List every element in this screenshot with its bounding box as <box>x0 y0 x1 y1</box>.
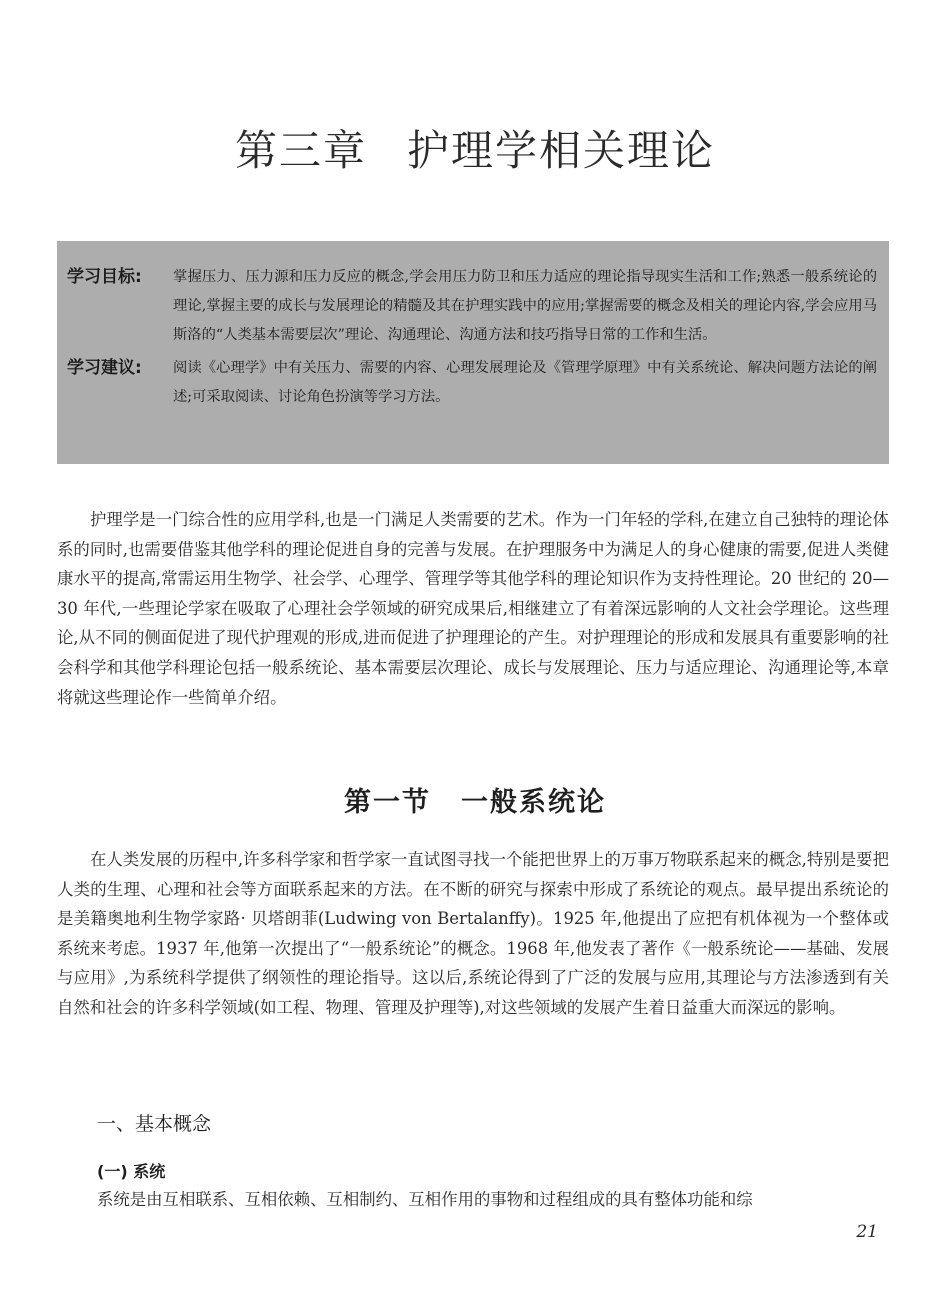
learning-advice-label: 学习建议: <box>67 358 142 378</box>
page-number: 21 <box>856 1222 878 1242</box>
learning-goals-row <box>67 263 877 350</box>
chapter-number: 第三章 <box>234 126 367 175</box>
section-paragraph: 在人类发展的历程中,许多科学家和哲学家一直试图寻找一个能把世界上的万事万物联系起来的概念,特别是要把人类的生理、心理和社会等方面联系起来的方法。在不断的研究与探索中形成了系统论的观点。最早提出系统论的是美籍奥地利生物学家路· 贝塔朗菲(Ludwing von Bertalanffy)。1925 年,他提出了应把有机体视为一个整体或系统来考虑。1937 年,他第一次提出了“一般系统论”的概念。1968 年,他发表了著作《一般系统论——基础、发展与应用》,为系统科学提供了纲领性的理论指导。这以后,系统论得到了广泛的发展与应用,其理论与方法渗透到有关自然和社会的许多科学领域(如工程、物理、管理及护理等),对这些领域的发展产生着日益重大而深远的影响。 <box>57 850 889 1017</box>
learning-advice-row <box>67 354 877 412</box>
section-number: 第一节 <box>344 787 431 818</box>
learning-goals-label: 学习目标: <box>67 267 142 287</box>
learning-objectives-box <box>57 241 889 464</box>
subheading-system: (一) 系统 <box>97 1162 166 1181</box>
learning-advice-text: 阅读《心理学》中有关压力、需要的内容、心理发展理论及《管理学原理》中有关系统论、解决问题方法论的阐述;可采取阅读、讨论角色扮演等学习方法。 <box>173 360 877 405</box>
section-title <box>0 780 950 819</box>
intro-paragraph: 护理学是一门综合性的应用学科,也是一门满足人类需要的艺术。作为一门年轻的学科,在建立自己独特的理论体系的同时,也需要借鉴其他学科的理论促进自身的完善与发展。在护理服务中为满足人的身心健康的需要,促进人类健康水平的提高,常需运用生物学、社会学、心理学、管理学等其他学科的理论知识作为支持性理论。20 世纪的 20—30 年代,一些理论学家在吸取了心理社会学领域的研究成果后,相继建立了有着深远影响的人文社会学理论。这些理论,从不同的侧面促进了现代护理观的形成,进而促进了护理理论的产生。对护理理论的形成和发展具有重要影响的社会科学和其他学科理论包括一般系统论、基本需要层次理论、成长与发展理论、压力与适应理论、沟通理论等,本章将就这些理论作一些简单介绍。 <box>57 510 889 707</box>
section-name: 一般系统论 <box>461 787 606 818</box>
subheading-basic-concepts: 一、基本概念 <box>97 1113 212 1135</box>
chapter-title <box>0 118 950 178</box>
chapter-name: 护理学相关理论 <box>407 126 716 175</box>
system-definition-line: 系统是由互相联系、互相依赖、互相制约、互相作用的事物和过程组成的具有整体功能和综 <box>97 1190 753 1209</box>
learning-goals-text: 掌握压力、压力源和压力反应的概念,学会用压力防卫和压力适应的理论指导现实生活和工作;熟悉一般系统论的理论,掌握主要的成长与发展理论的精髓及其在护理实践中的应用;掌握需要的概念及相关的理论内容,学会应用马斯洛的“人类基本需要层次”理论、沟通理论、沟通方法和技巧指导日常的工作和生活。 <box>173 269 877 343</box>
